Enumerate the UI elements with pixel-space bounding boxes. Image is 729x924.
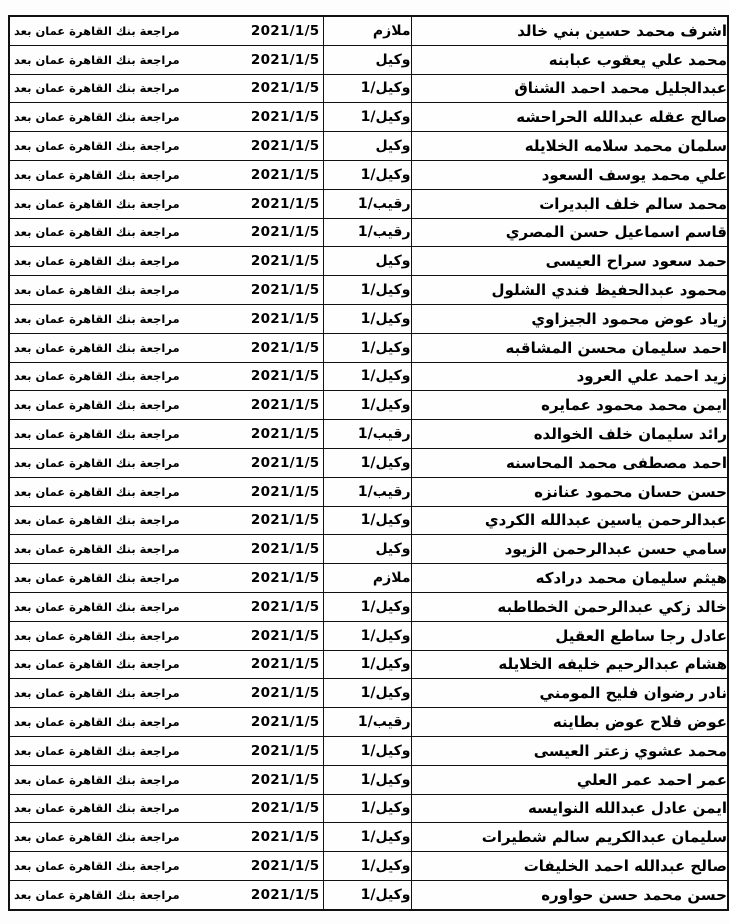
note-content	[10, 109, 323, 125]
review-date: 2021/1/5	[250, 368, 320, 385]
table-row	[9, 420, 728, 449]
rank-cell: وكيل/1	[323, 304, 411, 333]
review-date: 2021/1/5	[250, 22, 320, 39]
name-cell: حسن حسان محمود عنانزه	[411, 477, 728, 506]
review-note-text: مراجعة بنك القاهرة عمان بعد	[14, 542, 180, 557]
table-row	[9, 794, 728, 823]
table-row	[9, 679, 728, 708]
review-date: 2021/1/5	[250, 80, 320, 97]
note-content	[10, 887, 323, 903]
note-content	[10, 52, 323, 68]
review-date: 2021/1/5	[250, 454, 320, 471]
rank-cell: وكيل/1	[323, 736, 411, 765]
note-content	[10, 743, 323, 759]
table-row	[9, 276, 728, 305]
review-date: 2021/1/5	[250, 253, 320, 270]
note-content	[10, 685, 323, 701]
name-cell: اشرف محمد حسين بني خالد	[411, 16, 728, 45]
review-date: 2021/1/5	[250, 51, 320, 68]
review-note-text: مراجعة بنك القاهرة عمان بعد	[14, 686, 180, 701]
table-row	[9, 736, 728, 765]
note-content	[10, 455, 323, 471]
review-note-text: مراجعة بنك القاهرة عمان بعد	[14, 225, 180, 240]
rank-cell: وكيل/1	[323, 650, 411, 679]
review-note-text: مراجعة بنك القاهرة عمان بعد	[14, 715, 180, 730]
review-date: 2021/1/5	[250, 483, 320, 500]
review-date: 2021/1/5	[250, 397, 320, 414]
review-note-text: مراجعة بنك القاهرة عمان بعد	[14, 743, 180, 758]
table-row	[9, 708, 728, 737]
review-date: 2021/1/5	[250, 656, 320, 673]
note-cell	[9, 679, 323, 708]
name-cell: عبدالرحمن ياسين عبدالله الكردي	[411, 506, 728, 535]
note-cell	[9, 708, 323, 737]
rank-cell: وكيل/1	[323, 391, 411, 420]
name-cell: رائد سليمان خلف الخوالده	[411, 420, 728, 449]
name-cell: قاسم اسماعيل حسن المصري	[411, 218, 728, 247]
note-cell	[9, 823, 323, 852]
table-row	[9, 621, 728, 650]
review-date: 2021/1/5	[250, 426, 320, 443]
table-row	[9, 74, 728, 103]
note-content	[10, 628, 323, 644]
note-content	[10, 599, 323, 615]
rank-cell: رقيب/1	[323, 420, 411, 449]
note-cell	[9, 189, 323, 218]
review-date: 2021/1/5	[250, 195, 320, 212]
note-cell	[9, 45, 323, 74]
name-cell: حسن محمد حسن حواوره	[411, 880, 728, 909]
name-cell: علي محمد يوسف السعود	[411, 160, 728, 189]
review-date: 2021/1/5	[250, 138, 320, 155]
rank-cell: وكيل/1	[323, 160, 411, 189]
name-cell: محمد عشوي زعتر العيسى	[411, 736, 728, 765]
note-content	[10, 858, 323, 874]
name-cell: احمد سليمان محسن المشاقبه	[411, 333, 728, 362]
note-content	[10, 426, 323, 442]
rank-cell: ملازم	[323, 564, 411, 593]
rank-cell: وكيل/1	[323, 679, 411, 708]
table-row	[9, 247, 728, 276]
rank-cell: وكيل/1	[323, 621, 411, 650]
name-cell: احمد مصطفى محمد المحاسنه	[411, 448, 728, 477]
name-cell: عوض فلاح عوض بطاينه	[411, 708, 728, 737]
review-note-text: مراجعة بنك القاهرة عمان بعد	[14, 455, 180, 470]
review-date: 2021/1/5	[250, 339, 320, 356]
rank-cell: رقيب/1	[323, 218, 411, 247]
note-content	[10, 397, 323, 413]
table-row	[9, 823, 728, 852]
note-cell	[9, 420, 323, 449]
rank-cell: رقيب/1	[323, 708, 411, 737]
review-date: 2021/1/5	[250, 512, 320, 529]
note-content	[10, 772, 323, 788]
review-note-text: مراجعة بنك القاهرة عمان بعد	[14, 887, 180, 902]
note-content	[10, 311, 323, 327]
name-cell: حمد سعود سراح العيسى	[411, 247, 728, 276]
note-cell	[9, 362, 323, 391]
name-cell: خالد زكي عبدالرحمن الخطاطبه	[411, 592, 728, 621]
review-note-text: مراجعة بنك القاهرة عمان بعد	[14, 772, 180, 787]
note-cell	[9, 160, 323, 189]
note-cell	[9, 218, 323, 247]
note-content	[10, 800, 323, 816]
review-date: 2021/1/5	[250, 570, 320, 587]
rank-cell: وكيل/1	[323, 880, 411, 909]
name-cell: ايمن محمد محمود عمايره	[411, 391, 728, 420]
name-cell: محمد سالم خلف البديرات	[411, 189, 728, 218]
note-cell	[9, 535, 323, 564]
note-cell	[9, 132, 323, 161]
review-date: 2021/1/5	[250, 742, 320, 759]
note-content	[10, 224, 323, 240]
table-body	[9, 16, 728, 910]
review-note-text: مراجعة بنك القاهرة عمان بعد	[14, 23, 180, 38]
review-note-text: مراجعة بنك القاهرة عمان بعد	[14, 398, 180, 413]
table-row	[9, 391, 728, 420]
name-cell: عمر احمد عمر العلي	[411, 765, 728, 794]
note-content	[10, 196, 323, 212]
review-date: 2021/1/5	[250, 109, 320, 126]
review-note-text: مراجعة بنك القاهرة عمان بعد	[14, 81, 180, 96]
review-note-text: مراجعة بنك القاهرة عمان بعد	[14, 254, 180, 269]
review-note-text: مراجعة بنك القاهرة عمان بعد	[14, 801, 180, 816]
table-row	[9, 304, 728, 333]
review-note-text: مراجعة بنك القاهرة عمان بعد	[14, 571, 180, 586]
table-row	[9, 880, 728, 909]
table-row	[9, 45, 728, 74]
rank-cell: رقيب/1	[323, 477, 411, 506]
rank-cell: وكيل/1	[323, 765, 411, 794]
review-note-text: مراجعة بنك القاهرة عمان بعد	[14, 52, 180, 67]
review-note-text: مراجعة بنك القاهرة عمان بعد	[14, 340, 180, 355]
rank-cell: وكيل/1	[323, 333, 411, 362]
note-content	[10, 282, 323, 298]
review-date: 2021/1/5	[250, 310, 320, 327]
rank-cell: رقيب/1	[323, 189, 411, 218]
review-note-text: مراجعة بنك القاهرة عمان بعد	[14, 427, 180, 442]
note-content	[10, 340, 323, 356]
table-row	[9, 16, 728, 45]
table-row	[9, 189, 728, 218]
note-content	[10, 23, 323, 39]
review-note-text: مراجعة بنك القاهرة عمان بعد	[14, 859, 180, 873]
table-row	[9, 592, 728, 621]
review-date: 2021/1/5	[250, 714, 320, 731]
note-cell	[9, 736, 323, 765]
review-note-text: مراجعة بنك القاهرة عمان بعد	[14, 139, 180, 154]
note-content	[10, 541, 323, 557]
note-content	[10, 512, 323, 528]
name-cell: نادر رضوان فليح المومني	[411, 679, 728, 708]
name-cell: صالح عقله عبدالله الحراحشه	[411, 103, 728, 132]
review-date: 2021/1/5	[250, 886, 320, 903]
table-row	[9, 564, 728, 593]
name-cell: صالح عبدالله احمد الخليفات	[411, 852, 728, 881]
review-note-text: مراجعة بنك القاهرة عمان بعد	[14, 110, 180, 125]
note-content	[10, 80, 323, 96]
table-row	[9, 362, 728, 391]
name-cell: هشام عبدالرحيم خليفه الخلايله	[411, 650, 728, 679]
note-cell	[9, 304, 323, 333]
review-date: 2021/1/5	[250, 771, 320, 788]
review-date: 2021/1/5	[250, 829, 320, 846]
note-cell	[9, 391, 323, 420]
review-date: 2021/1/5	[250, 685, 320, 702]
note-cell	[9, 103, 323, 132]
rank-cell: وكيل	[323, 132, 411, 161]
note-content	[10, 714, 323, 730]
rank-cell: وكيل	[323, 45, 411, 74]
review-note-text: مراجعة بنك القاهرة عمان بعد	[14, 196, 180, 211]
review-date: 2021/1/5	[250, 598, 320, 615]
rank-cell: ملازم	[323, 16, 411, 45]
review-note-text: مراجعة بنك القاهرة عمان بعد	[14, 513, 180, 528]
review-note-text: مراجعة بنك القاهرة عمان بعد	[14, 830, 180, 845]
note-content	[10, 484, 323, 500]
review-note-text: مراجعة بنك القاهرة عمان بعد	[14, 167, 180, 182]
review-note-text: مراجعة بنك القاهرة عمان بعد	[14, 484, 180, 499]
review-date: 2021/1/5	[250, 282, 320, 299]
review-date: 2021/1/5	[250, 800, 320, 817]
review-date: 2021/1/5	[250, 166, 320, 183]
table-row	[9, 535, 728, 564]
note-cell	[9, 765, 323, 794]
table-row	[9, 160, 728, 189]
note-cell	[9, 74, 323, 103]
rank-cell: وكيل/1	[323, 103, 411, 132]
table-row	[9, 650, 728, 679]
note-content	[10, 829, 323, 845]
personnel-table	[8, 15, 729, 911]
review-date: 2021/1/5	[250, 224, 320, 241]
note-content	[10, 167, 323, 183]
review-note-text: مراجعة بنك القاهرة عمان بعد	[14, 283, 180, 298]
name-cell: سلمان محمد سلامه الخلايله	[411, 132, 728, 161]
table-row	[9, 103, 728, 132]
review-date: 2021/1/5	[250, 541, 320, 558]
note-content	[10, 570, 323, 586]
note-cell	[9, 621, 323, 650]
table-row	[9, 333, 728, 362]
table-row	[9, 506, 728, 535]
note-content	[10, 656, 323, 672]
name-cell: محمود عبدالحفيظ فندي الشلول	[411, 276, 728, 305]
table-row	[9, 765, 728, 794]
review-date: 2021/1/5	[250, 858, 320, 874]
name-cell: محمد علي يعقوب عبابنه	[411, 45, 728, 74]
rank-cell: وكيل/1	[323, 506, 411, 535]
name-cell: سامي حسن عبدالرحمن الزيود	[411, 535, 728, 564]
note-cell	[9, 448, 323, 477]
note-cell	[9, 650, 323, 679]
note-cell	[9, 880, 323, 909]
table-row	[9, 132, 728, 161]
note-cell	[9, 16, 323, 45]
rank-cell: وكيل/1	[323, 276, 411, 305]
note-cell	[9, 592, 323, 621]
review-note-text: مراجعة بنك القاهرة عمان بعد	[14, 311, 180, 326]
review-date: 2021/1/5	[250, 627, 320, 644]
rank-cell: وكيل/1	[323, 823, 411, 852]
rank-cell: وكيل	[323, 535, 411, 564]
rank-cell: وكيل/1	[323, 794, 411, 823]
note-cell	[9, 477, 323, 506]
table-row	[9, 218, 728, 247]
name-cell: هيثم سليمان محمد درادكه	[411, 564, 728, 593]
note-cell	[9, 794, 323, 823]
note-cell	[9, 564, 323, 593]
rank-cell: وكيل/1	[323, 74, 411, 103]
rank-cell: وكيل/1	[323, 592, 411, 621]
rank-cell: وكيل/1	[323, 448, 411, 477]
rank-cell: وكيل	[323, 247, 411, 276]
name-cell: سليمان عبدالكريم سالم شطيرات	[411, 823, 728, 852]
review-note-text: مراجعة بنك القاهرة عمان بعد	[14, 628, 180, 643]
rank-cell: وكيل/1	[323, 852, 411, 881]
note-cell	[9, 333, 323, 362]
note-content	[10, 138, 323, 154]
note-cell	[9, 276, 323, 305]
name-cell: عادل رجا ساطع العقيل	[411, 621, 728, 650]
table-row	[9, 852, 728, 881]
note-cell	[9, 506, 323, 535]
name-cell: ايمن عادل عبدالله النوايسه	[411, 794, 728, 823]
name-cell: عبدالجليل محمد احمد الشناق	[411, 74, 728, 103]
note-cell	[9, 852, 323, 881]
review-note-text: مراجعة بنك القاهرة عمان بعد	[14, 599, 180, 614]
note-content	[10, 368, 323, 384]
name-cell: زيد احمد علي العرود	[411, 362, 728, 391]
table-row	[9, 448, 728, 477]
table-row	[9, 477, 728, 506]
name-cell: زياد عوض محمود الجيزاوي	[411, 304, 728, 333]
note-cell	[9, 247, 323, 276]
rank-cell: وكيل/1	[323, 362, 411, 391]
note-content	[10, 253, 323, 269]
review-note-text: مراجعة بنك القاهرة عمان بعد	[14, 657, 180, 672]
review-note-text: مراجعة بنك القاهرة عمان بعد	[14, 369, 180, 384]
